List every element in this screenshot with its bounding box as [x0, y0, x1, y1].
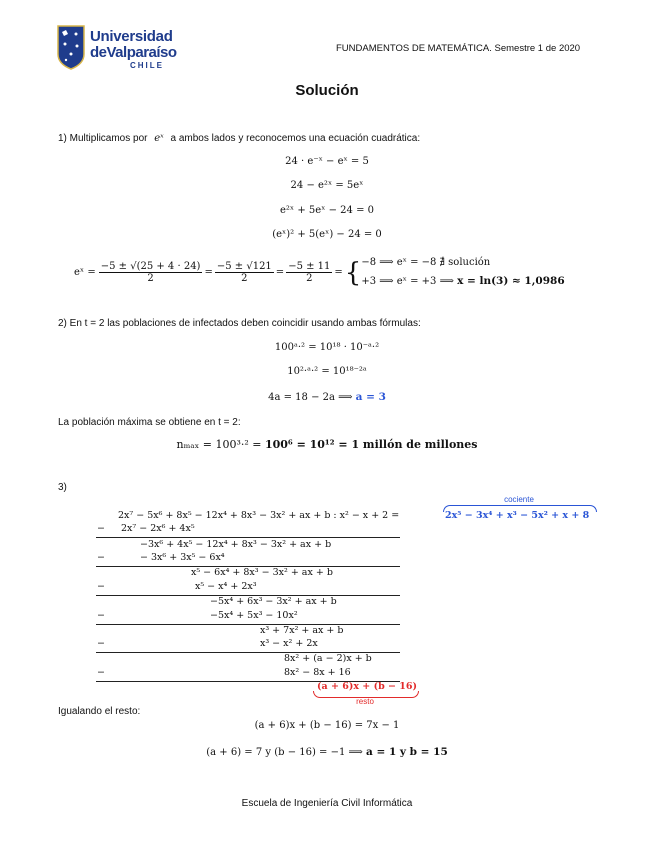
step-line: 2x⁷ − 2x⁶ + 4x⁵ [121, 523, 195, 534]
p3-label: 3) [58, 482, 67, 493]
p1-intro-math: eˣ [154, 133, 164, 144]
p3-eq1: (a + 6)x + (b − 16) = 7x − 1 [254, 720, 400, 731]
fraction-3: $\frac{-5 \pm 11}{2}$ [288, 261, 331, 284]
logo-line2: deValparaíso [90, 44, 177, 61]
p2-eq1: 100ᵃ·² = 10¹⁸ · 10⁻ᵃ·² [274, 342, 380, 353]
p1-quadratic-solution: eˣ = $\frac{-5 \pm √(25 + 4 \cdot 24)}{2}$ = $\frac{-5 \pm √121}{2}$ = $\frac{-5 \pm 11}{2}$ = { −8 ⟹ eˣ = −8 ∄ solución +3 ⟹ eˣ = +3 ⟹ x = ln(3) ≈ 1,0986 [74, 254, 565, 291]
step-line: x³ + 7x² + ax + b [260, 625, 344, 636]
p2-max-eq: nₘₐₓ = 100³·² = 100⁶ = 10¹² = 1 millón de millones [176, 438, 478, 451]
p3-eq2: (a + 6) = 7 y (b − 16) = −1 ⟹ a = 1 y b = 15 [206, 746, 448, 758]
p2-intro: 2) En t = 2 las poblaciones de infectados deben coincidir usando ambas fórmulas: [58, 318, 421, 329]
fraction-1: $\frac{-5 \pm √(25 + 4 \cdot 24)}{2}$ [100, 261, 201, 284]
p2-eq2: 10²·ᵃ·² = 10¹⁸⁻²ᵃ [287, 366, 367, 377]
step-line: 8x² − 8x + 16 [284, 667, 351, 678]
case-1: −8 ⟹ eˣ = −8 ∄ solución [361, 257, 491, 268]
step-underline [96, 624, 400, 625]
step-sign: − [97, 610, 105, 621]
case-2: +3 ⟹ eˣ = +3 ⟹ x = ln(3) ≈ 1,0986 [361, 275, 565, 287]
step-line: −5x⁴ + 5x³ − 10x² [210, 610, 298, 621]
equal-text: Igualando el resto: [58, 706, 141, 717]
fraction-2: $\frac{-5 \pm √121}{2}$ [216, 261, 272, 284]
university-logo [56, 24, 177, 74]
p1-eq1: 24 · e⁻ˣ − eˣ = 5 [285, 156, 369, 167]
shield-icon [56, 24, 86, 70]
logo-line3: CHILE [130, 61, 164, 70]
step-sign: − [97, 638, 105, 649]
left-brace-icon: { [344, 257, 362, 288]
step-line: −5x⁴ + 6x³ − 3x² + ax + b [210, 596, 337, 607]
p1-eq2: 24 − e²ˣ = 5eˣ [290, 180, 364, 191]
dividend-line: 2x⁷ − 5x⁶ + 8x⁵ − 12x⁴ + 8x³ − 3x² + ax + b : x² − x + 2 = [118, 510, 400, 521]
p1-eq4: (eˣ)² + 5(eˣ) − 24 = 0 [272, 229, 382, 240]
step-line: 8x² + (a − 2)x + b [284, 653, 372, 664]
logo-line1: Universidad [90, 28, 173, 45]
remainder-label: resto [356, 697, 374, 706]
step-sign: − [97, 523, 105, 534]
p1-eq3: e²ˣ + 5eˣ − 24 = 0 [280, 205, 374, 216]
step-sign: − [97, 552, 105, 563]
p1-intro: 1) Multiplicamos por eˣ a ambos lados y reconocemos una ecuación cuadrática: [58, 133, 421, 144]
step-line: x⁵ − 6x⁴ + 8x³ − 3x² + ax + b [191, 567, 333, 578]
step-sign: − [97, 667, 105, 678]
step-line: − 3x⁶ + 3x⁵ − 6x⁴ [140, 552, 225, 563]
step-underline [96, 537, 400, 538]
page-title: Solución [295, 82, 359, 99]
step-line: x³ − x² + 2x [260, 638, 318, 649]
step-line: x⁵ − x⁴ + 2x³ [195, 581, 257, 592]
course-header: FUNDAMENTOS DE MATEMÁTICA. Semestre 1 de 2020 [336, 43, 581, 54]
page-footer: Escuela de Ingeniería Civil Informática [241, 798, 413, 809]
p2-eq3: 4a = 18 − 2a ⟹ a = 3 [268, 391, 386, 403]
step-sign: − [97, 581, 105, 592]
quotient: 2x⁵ − 3x⁴ + x³ − 5x² + x + 8 [445, 510, 590, 521]
p2-max-text: La población máxima se obtiene en t = 2: [58, 417, 241, 428]
remainder: (a + 6)x + (b − 16) [317, 681, 417, 692]
quotient-label: cociente [504, 495, 534, 504]
step-line: −3x⁶ + 4x⁵ − 12x⁴ + 8x³ − 3x² + ax + b [140, 539, 332, 550]
